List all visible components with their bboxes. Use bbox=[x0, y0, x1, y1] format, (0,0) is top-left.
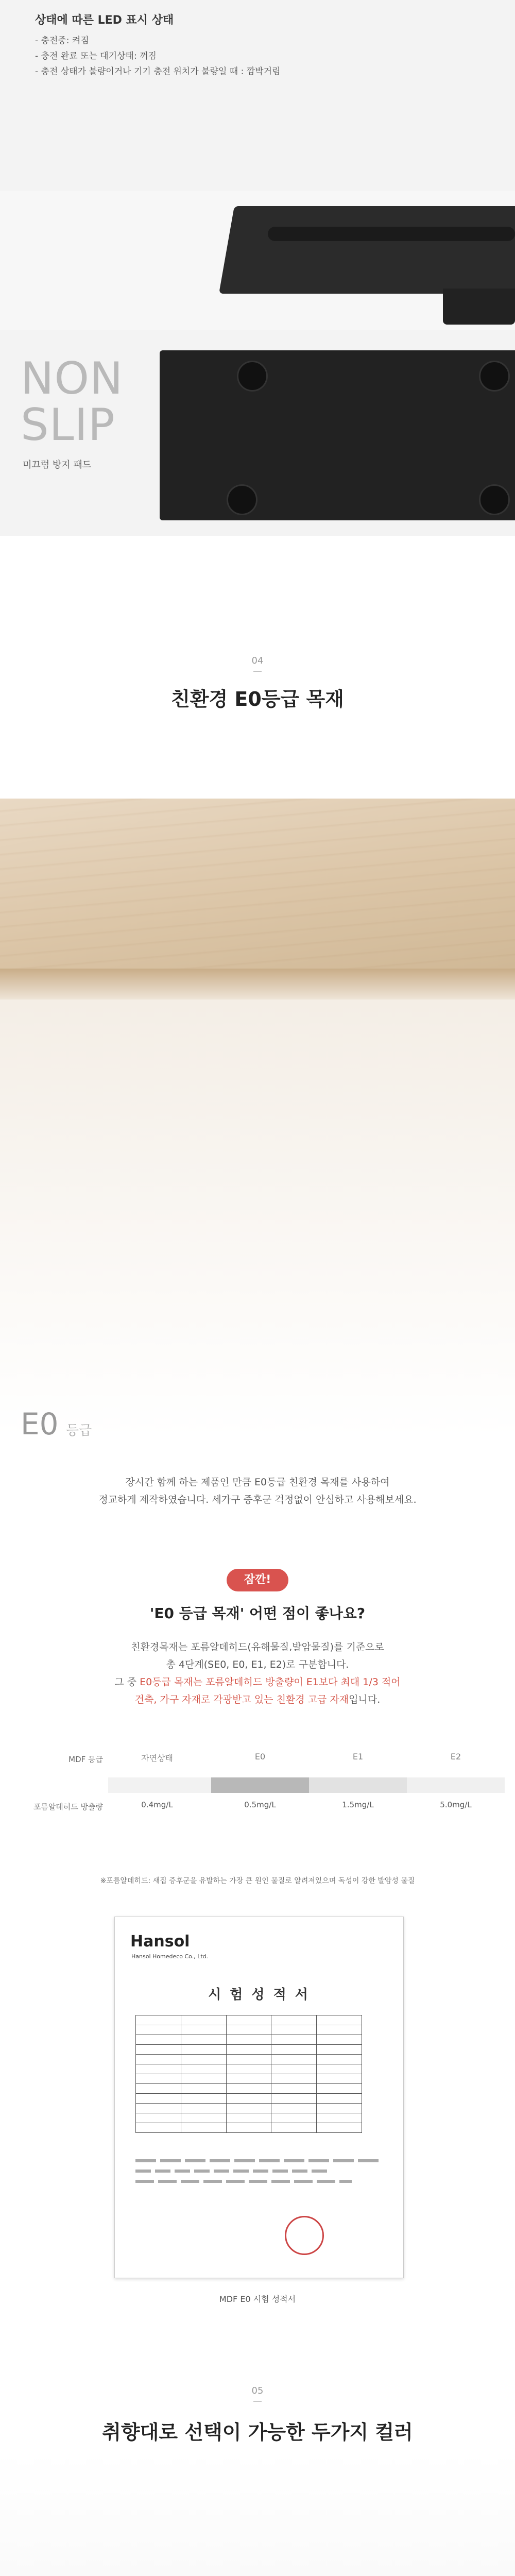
grade-bar-e1 bbox=[309, 1777, 407, 1793]
e0-answer-line-4-highlight: 건축, 가구 자재로 각광받고 있는 친환경 고급 자재 bbox=[134, 1694, 349, 1705]
section-05-divider bbox=[253, 2401, 262, 2402]
report-table-grid bbox=[135, 2015, 362, 2133]
non-slip-foot-bottom-left bbox=[227, 484, 258, 515]
grade-name-e0: E0 bbox=[254, 1752, 266, 1761]
table-row bbox=[136, 2015, 362, 2025]
report-text-line bbox=[135, 2170, 331, 2173]
wood-grain-texture bbox=[0, 799, 515, 969]
grade-value-e2: 5.0mg/L bbox=[440, 1800, 472, 1809]
led-status-list bbox=[35, 33, 280, 79]
report-table bbox=[135, 2015, 362, 2133]
table-row bbox=[136, 2104, 362, 2113]
table-row bbox=[136, 2055, 362, 2064]
grade-value-e1: 1.5mg/L bbox=[342, 1800, 374, 1809]
section-04-number: 04 bbox=[251, 655, 264, 666]
e0-answer-paragraph bbox=[0, 1638, 515, 1708]
led-status-item-charging: - 충전중: 켜짐 bbox=[35, 36, 89, 46]
e0-answer-line-4 bbox=[0, 1691, 515, 1708]
grade-row-label-mdf: MDF 등급 bbox=[68, 1755, 103, 1764]
grade-bar-e2 bbox=[407, 1777, 505, 1793]
formaldehyde-footnote: ※포름알데히드: 새집 증후군을 유발하는 가장 큰 원인 물질로 알려져있으며 독성이 강한 발암성 물질 bbox=[100, 1877, 415, 1885]
e0-answer-line-2-text: 총 4단계(SE0, E0, E1, E2)로 구분합니다. bbox=[166, 1659, 349, 1670]
table-row bbox=[136, 2084, 362, 2094]
section-04-divider bbox=[253, 671, 262, 672]
e0-answer-line-3 bbox=[0, 1673, 515, 1691]
section-05-number: 05 bbox=[251, 2385, 264, 2396]
wood-edge-image bbox=[0, 969, 515, 999]
non-slip-foot-top-left bbox=[237, 361, 268, 392]
report-heading: 시 험 성 적 서 bbox=[208, 1987, 310, 2003]
table-row bbox=[136, 2064, 362, 2074]
wood-intro-line-1: 장시간 함께 하는 제품인 만큼 E0등급 친환경 목재를 사용하여 bbox=[125, 1477, 390, 1488]
grade-bar-natural bbox=[108, 1777, 211, 1793]
section-05-title: 취향대로 선택이 가능한 두가지 컬러 bbox=[102, 2421, 413, 2444]
table-row bbox=[136, 2094, 362, 2104]
report-text-line bbox=[135, 2180, 352, 2183]
e0-question-title: 'E0 등급 목재' 어떤 점이 좋나요? bbox=[149, 1605, 366, 1622]
grade-value-natural: 0.4mg/L bbox=[141, 1800, 173, 1809]
non-slip-title-line1: NON bbox=[21, 353, 124, 404]
grade-value-e0: 0.5mg/L bbox=[244, 1800, 276, 1809]
led-status-item-error: - 충전 상태가 불량이거나 기기 충전 위치가 불량일 때 : 깜박거림 bbox=[35, 66, 281, 77]
grade-name-e2: E2 bbox=[450, 1752, 461, 1761]
led-status-item-complete: - 충전 완료 또는 대기상태: 꺼짐 bbox=[35, 51, 157, 61]
pencil-groove-image bbox=[268, 227, 515, 241]
table-row bbox=[136, 2113, 362, 2123]
non-slip-foot-top-right bbox=[479, 361, 510, 392]
table-row bbox=[136, 2045, 362, 2055]
test-report-caption: MDF E0 시험 성적서 bbox=[219, 2294, 296, 2304]
report-seal-image bbox=[285, 2216, 324, 2255]
e0-grade-label: E0 bbox=[21, 1406, 59, 1442]
led-pencil-section bbox=[0, 0, 515, 191]
grade-row-label-emission: 포름알데히드 방출량 bbox=[33, 1802, 103, 1811]
hansol-company-name: Hansol Homedeco Co., Ltd. bbox=[131, 1953, 209, 1960]
non-slip-title-line2: SLIP bbox=[21, 399, 115, 451]
table-row bbox=[136, 2074, 362, 2084]
wood-fade-background bbox=[0, 999, 515, 1437]
led-status-title: 상태에 따른 LED 표시 상태 bbox=[35, 14, 174, 27]
grade-name-natural: 자연상태 bbox=[141, 1753, 173, 1763]
e0-answer-line-2 bbox=[0, 1656, 515, 1673]
non-slip-subtitle: 미끄럼 방지 패드 bbox=[23, 460, 92, 470]
table-row bbox=[136, 2025, 362, 2035]
e0-answer-line-3-highlight: E0등급 목재는 포름알데히드 방출량이 E1보다 최대 1/3 적어 bbox=[140, 1676, 401, 1688]
test-report-document bbox=[114, 1917, 404, 2278]
non-slip-foot-bottom-right bbox=[479, 484, 510, 515]
e0-answer-line-4-text: 입니다. bbox=[349, 1694, 381, 1705]
grade-bar-e0 bbox=[211, 1777, 309, 1793]
section-04-title: 친환경 E0등급 목재 bbox=[171, 688, 344, 710]
color-options-photo bbox=[0, 2452, 515, 2576]
e0-answer-line-1 bbox=[0, 1638, 515, 1656]
table-row bbox=[136, 2035, 362, 2045]
non-slip-pad-image bbox=[160, 350, 515, 520]
table-row bbox=[136, 2123, 362, 2133]
wood-intro-line-2: 정교하게 제작하였습니다. 세가구 증후군 걱정없이 안심하고 사용해보세요. bbox=[98, 1494, 417, 1505]
e0-answer-line-3-text: 그 중 bbox=[114, 1676, 140, 1688]
wood-intro-paragraph bbox=[0, 1473, 515, 1509]
report-text-line bbox=[135, 2159, 383, 2162]
pencil-tray-leg-image bbox=[443, 289, 515, 325]
hansol-logo: Hansol bbox=[130, 1933, 190, 1951]
grade-name-e1: E1 bbox=[352, 1752, 364, 1761]
wait-badge: 잠깐! bbox=[227, 1569, 288, 1591]
e0-answer-line-1-text: 친환경목재는 포름알데히드(유해물질,발암물질)를 기준으로 bbox=[131, 1641, 384, 1653]
e0-grade-sublabel: 등급 bbox=[66, 1423, 92, 1438]
pencil-tray-board-image bbox=[219, 206, 515, 294]
